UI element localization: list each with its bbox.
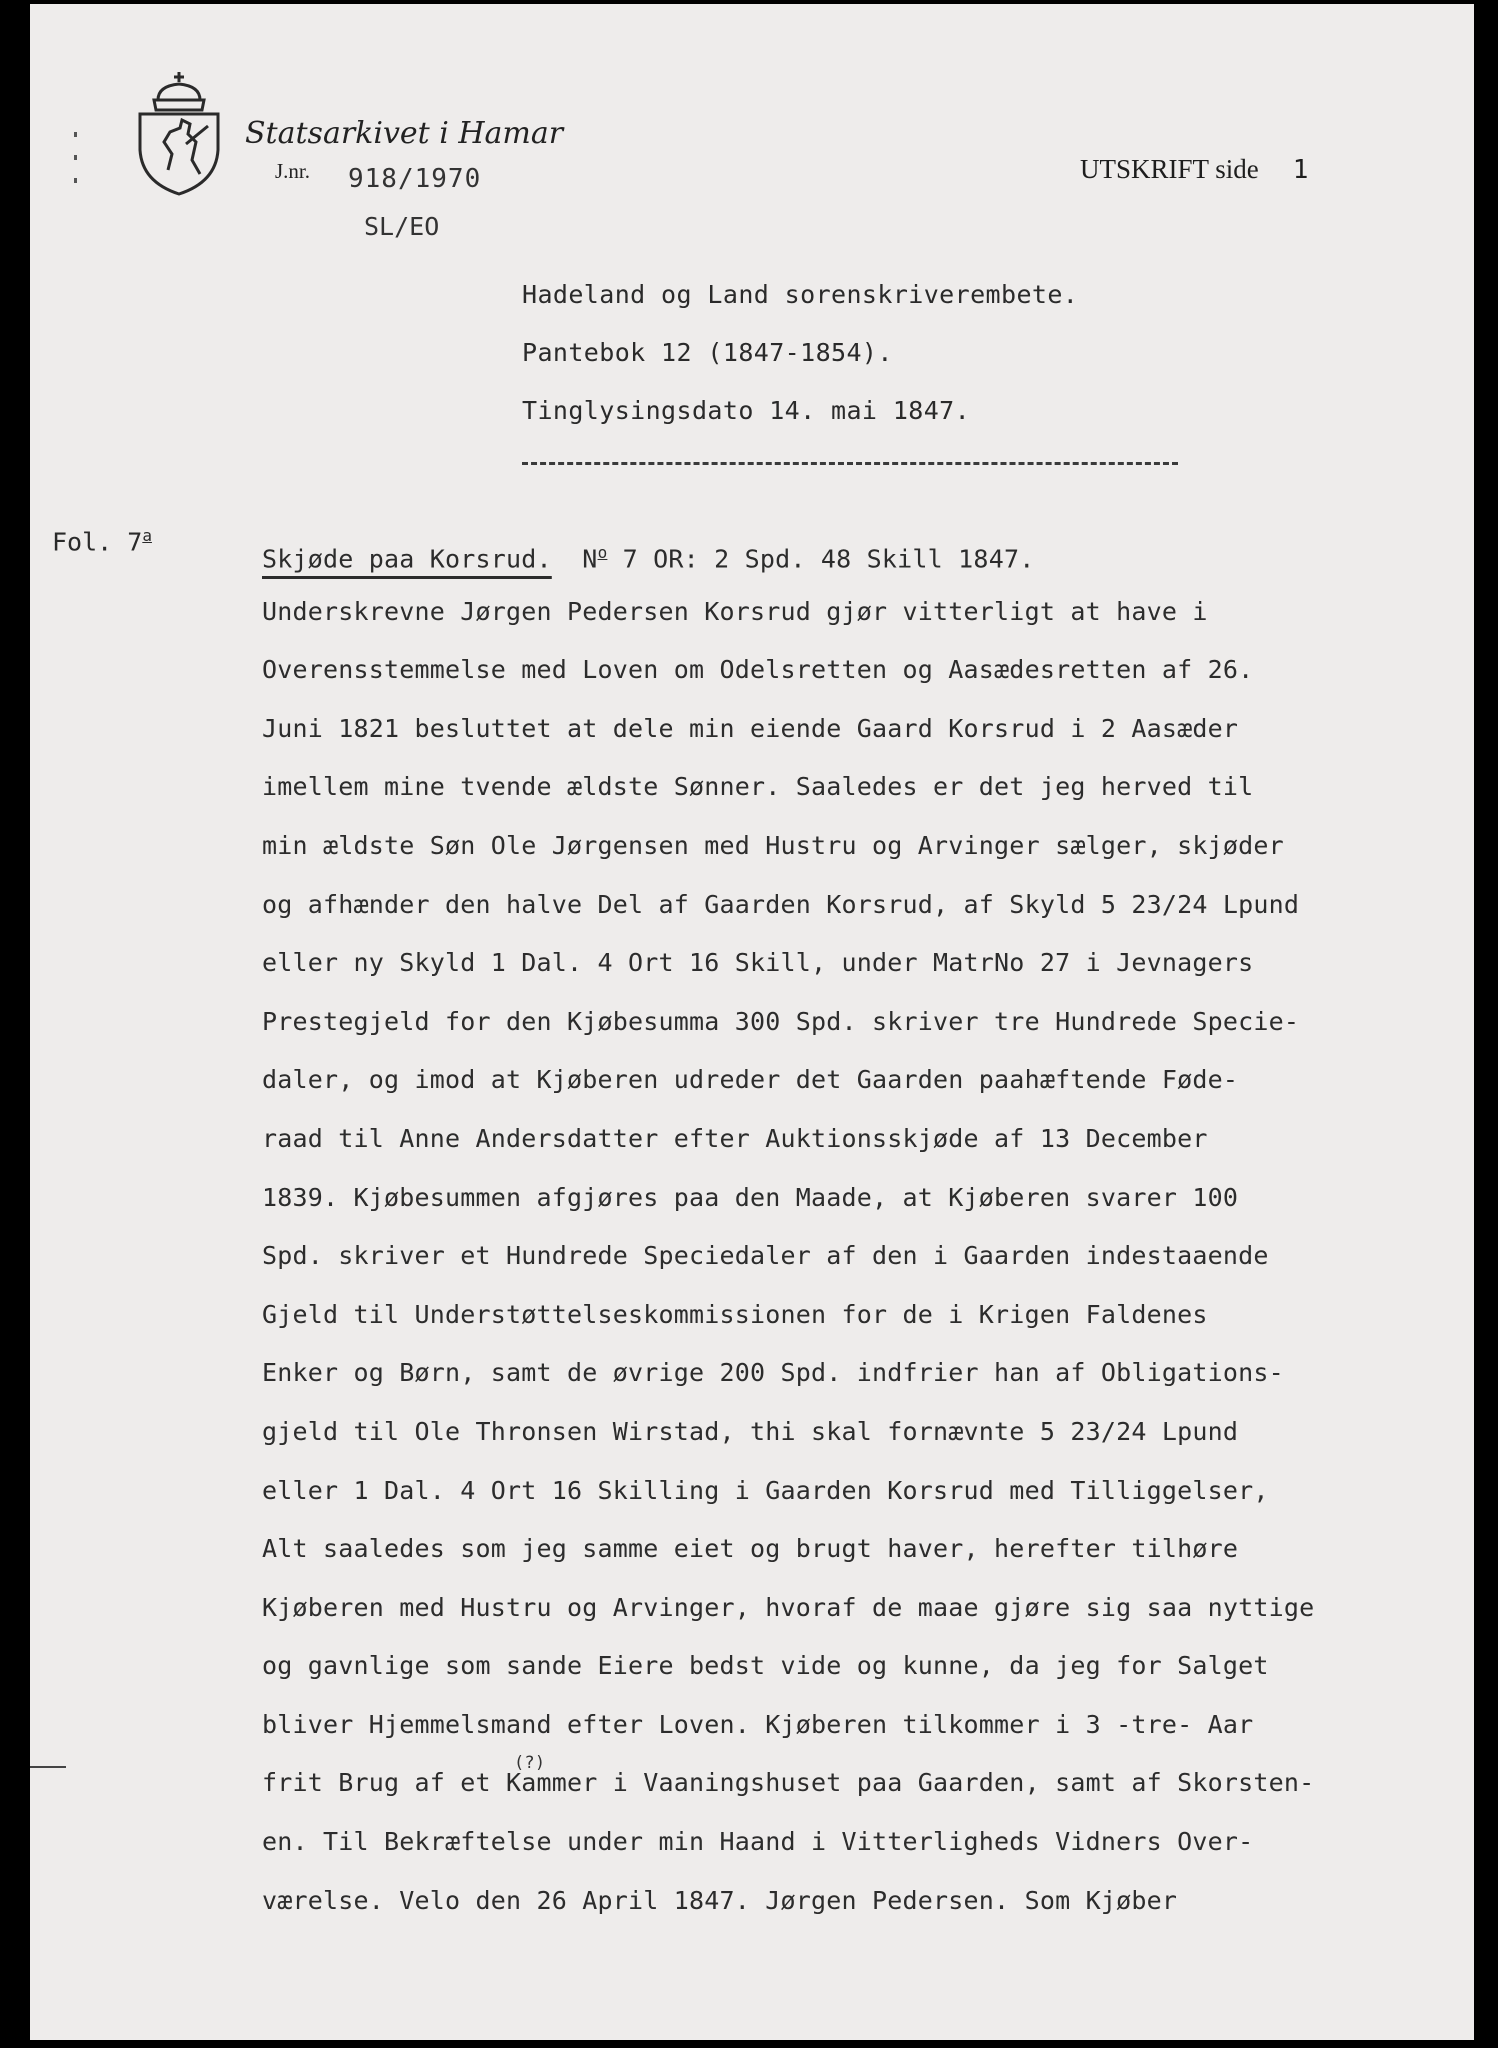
deed-line: Kjøberen med Hustru og Arvinger, hvoraf de maae gjøre sig saa nyttige bbox=[262, 1592, 1315, 1622]
archive-name: Statsarkivet i Hamar bbox=[245, 116, 564, 151]
deed-title: Skjøde paa Korsrud. bbox=[262, 544, 552, 574]
deed-line: og afhænder den halve Del af Gaarden Korsrud, af Skyld 5 23/24 Lpund bbox=[262, 889, 1300, 919]
deed-line: Spd. skriver et Hundrede Speciedaler af den i Gaarden indestaaende bbox=[262, 1241, 1269, 1271]
deed-body bbox=[262, 583, 1462, 1931]
deed-line: min ældste Søn Ole Jørgensen med Hustru og Arvinger sælger, skjøder bbox=[262, 830, 1284, 860]
deed-line: eller 1 Dal. 4 Ort 16 Skilling i Gaarden Korsrud med Tilliggelser, bbox=[262, 1475, 1269, 1505]
record-header bbox=[522, 266, 1078, 440]
folio-label: Fol. 7 bbox=[52, 527, 143, 557]
page-number: 1 bbox=[1292, 155, 1309, 185]
folio-reference bbox=[52, 526, 152, 556]
transcript-label: UTSKRIFT side bbox=[1080, 154, 1259, 184]
deed-transcript bbox=[262, 524, 1462, 1930]
deed-line: værelse. Velo den 26 April 1847. Jørgen Pedersen. Som Kjøber bbox=[262, 1885, 1178, 1915]
deed-line: en. Til Bekræftelse under min Haand i Vitterligheds Vidners Over- bbox=[262, 1827, 1254, 1857]
uncertain-reading-mark: (?) bbox=[514, 1753, 546, 1774]
transcript-page-header bbox=[1080, 154, 1308, 185]
entry-number-prefix: N bbox=[582, 544, 598, 574]
deed-line: 1839. Kjøbesummen afgjøres paa den Maade, at Kjøberen svarer 100 bbox=[262, 1182, 1239, 1212]
deed-line: Alt saaledes som jeg samme eiet og brugt haver, herefter tilhøre bbox=[262, 1534, 1239, 1564]
deed-line: raad til Anne Andersdatter efter Auktionsskjøde af 13 December bbox=[262, 1123, 1208, 1153]
margin-mark bbox=[30, 1766, 66, 1768]
deed-line: daler, og imod at Kjøberen udreder det Gaarden paahæftende Føde- bbox=[262, 1065, 1239, 1095]
deed-line: Overensstemmelse med Loven om Odelsretten og Aasædesretten af 26. bbox=[262, 655, 1254, 685]
margin-ticks bbox=[74, 132, 78, 206]
journal-number-label: J.nr. bbox=[275, 159, 311, 183]
deed-line: Underskrevne Jørgen Pedersen Korsrud gjør vitterligt at have i bbox=[262, 596, 1208, 626]
folio-superscript: a bbox=[142, 526, 152, 545]
deed-line: frit Brug af et Kammer i Vaaningshuset paa Gaarden, samt af Skorsten- (?) bbox=[262, 1754, 1462, 1813]
deed-line: Gjeld til Understøttelseskommissionen for de i Krigen Faldenes bbox=[262, 1299, 1208, 1329]
deed-line: Prestegjeld for den Kjøbesumma 300 Spd. skriver tre Hundrede Specie- bbox=[262, 1006, 1300, 1036]
deed-line: bliver Hjemmelsmand efter Loven. Kjøberen tilkommer i 3 -tre- Aar bbox=[262, 1709, 1254, 1739]
clerk-initials: SL/EO bbox=[364, 212, 440, 241]
deed-line: gjeld til Ole Thronsen Wirstad, thi skal fornævnte 5 23/24 Lpund bbox=[262, 1416, 1239, 1446]
deed-line: Juni 1821 besluttet at dele min eiende Gaard Korsrud i 2 Aasæder bbox=[262, 713, 1239, 743]
registration-date: Tinglysingsdato 14. mai 1847. bbox=[522, 396, 971, 425]
mortgage-book: Pantebok 12 (1847-1854). bbox=[522, 338, 893, 367]
court-office: Hadeland og Land sorenskriverembete. bbox=[522, 280, 1079, 309]
dashed-divider bbox=[522, 462, 1178, 465]
deed-line: og gavnlige som sande Eiere bedst vide og kunne, da jeg for Salget bbox=[262, 1651, 1269, 1681]
deed-line: Enker og Børn, samt de øvrige 200 Spd. indfrier han af Obligations- bbox=[262, 1358, 1284, 1388]
document-page bbox=[30, 4, 1474, 2040]
deed-title-line bbox=[262, 524, 1462, 583]
entry-number-details: 7 OR: 2 Spd. 48 Skill 1847. bbox=[607, 544, 1035, 574]
deed-line: imellem mine tvende ældste Sønner. Saaledes er det jeg herved til bbox=[262, 772, 1254, 802]
norwegian-coat-of-arms-icon bbox=[128, 70, 230, 198]
entry-number-superscript: o bbox=[597, 543, 608, 562]
journal-number: 918/1970 bbox=[348, 164, 482, 194]
deed-line: eller ny Skyld 1 Dal. 4 Ort 16 Skill, under MatrNo 27 i Jevnagers bbox=[262, 948, 1254, 978]
